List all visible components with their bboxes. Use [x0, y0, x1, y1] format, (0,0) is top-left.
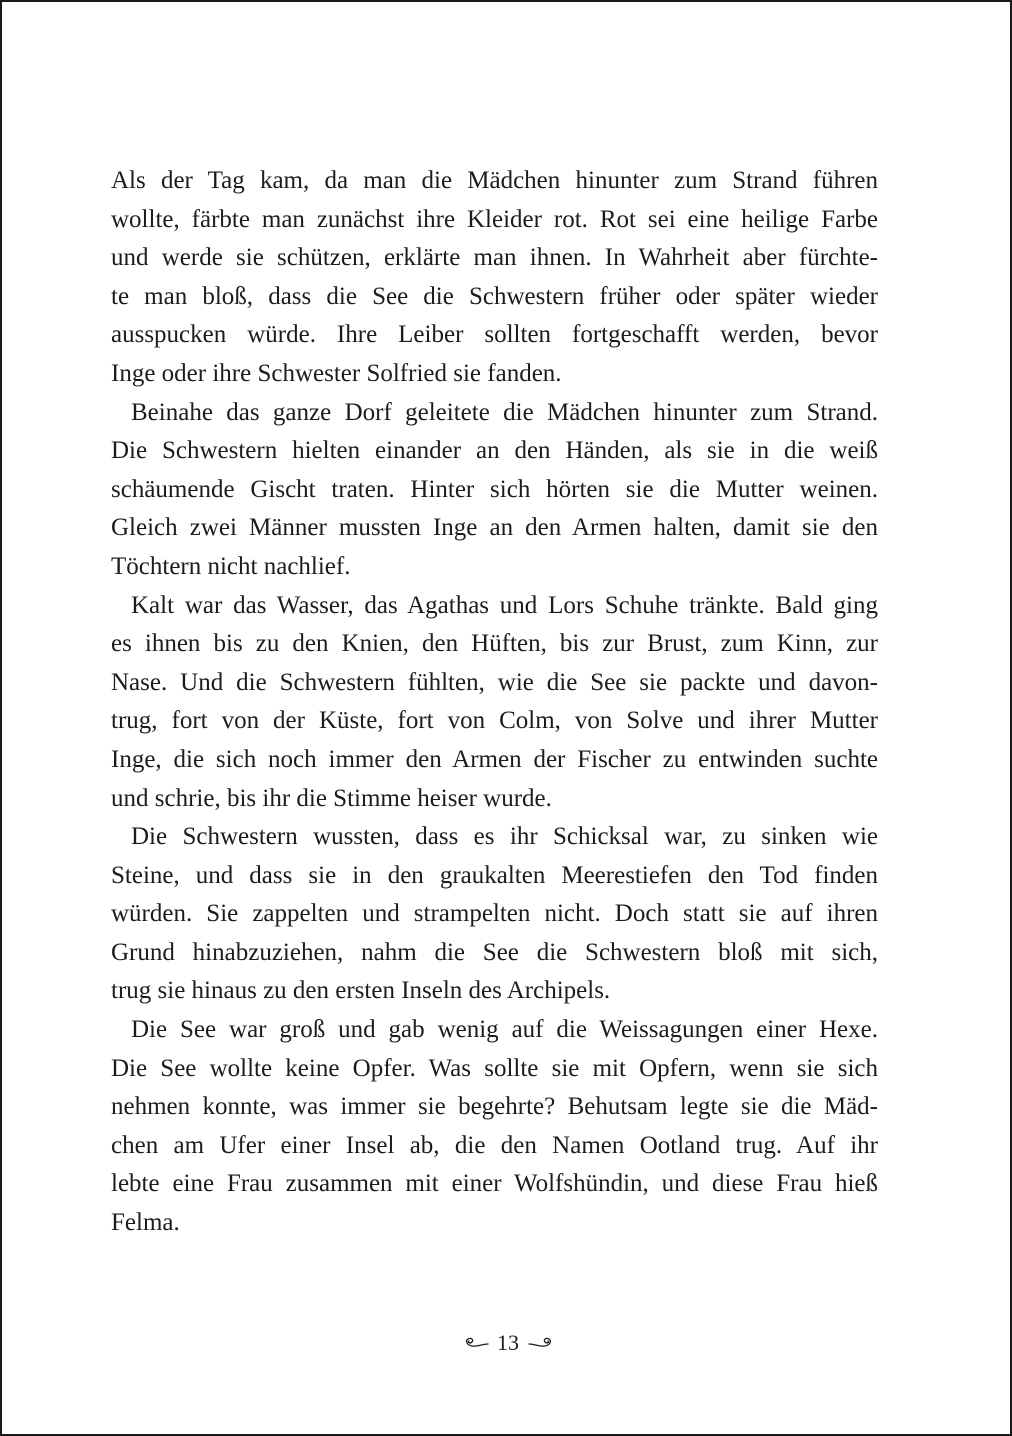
text-line: Grund hinabzuziehen, nahm die See die Schwestern bloß mit sich,	[111, 938, 878, 966]
text-line: wollte, färbte man zunächst ihre Kleider rot. Rot sei eine heilige Farbe	[111, 205, 878, 233]
text-line: Die See wollte keine Opfer. Was sollte sie mit Opfern, wenn sie sich	[111, 1054, 878, 1082]
paragraph-2	[111, 394, 878, 587]
paragraph-5	[111, 1011, 878, 1243]
text-line: es ihnen bis zu den Knien, den Hüften, bis zur Brust, zum Kinn, zur	[111, 630, 878, 658]
text-line: trug sie hinaus zu den ersten Inseln des Archipels.	[111, 977, 611, 1005]
text-line: Kalt war das Wasser, das Agathas und Lors Schuhe tränkte. Bald ging	[131, 591, 878, 619]
text-line: nehmen konnte, was immer sie begehrte? Behutsam legte sie die Mäd-	[111, 1093, 878, 1121]
text-line: chen am Ufer einer Insel ab, die den Namen Ootland trug. Auf ihr	[111, 1131, 878, 1159]
text-line: Als der Tag kam, da man die Mädchen hinunter zum Strand führen	[111, 167, 878, 194]
text-line: Inge, die sich noch immer den Armen der Fischer zu entwinden suchte	[111, 745, 878, 773]
text-line: trug, fort von der Küste, fort von Colm, von Solve und ihrer Mutter	[111, 707, 878, 735]
text-line: Beinahe das ganze Dorf geleitete die Mädchen hinunter zum Strand.	[131, 398, 878, 426]
text-line: Steine, und dass sie in den graukalten Meerestiefen den Tod finden	[111, 861, 878, 889]
text-line: Inge oder ihre Schwester Solfried sie fanden.	[111, 359, 562, 387]
text-line: Die Schwestern hielten einander an den Händen, als sie in die weiß	[111, 437, 878, 465]
text-line: Die Schwestern wussten, dass es ihr Schicksal war, zu sinken wie	[131, 823, 878, 851]
swirl-ornament-right-icon	[527, 1336, 557, 1350]
paragraph-3	[111, 587, 878, 819]
text-line: ausspucken würde. Ihre Leiber sollten fortgeschafft werden, bevor	[111, 321, 878, 349]
text-line: würden. Sie zappelten und strampelten nicht. Doch statt sie auf ihren	[111, 900, 878, 928]
text-line: Töchtern nicht nachlief.	[111, 552, 351, 580]
body-text	[111, 162, 878, 1243]
swirl-ornament-left-icon	[460, 1336, 490, 1350]
text-line: Gleich zwei Männer mussten Inge an den Armen halten, damit sie den	[111, 514, 878, 542]
text-line: Felma.	[111, 1209, 180, 1237]
text-line: und werde sie schützen, erklärte man ihnen. In Wahrheit aber fürchte-	[111, 244, 878, 272]
text-line: Die See war groß und gab wenig auf die Weissagungen einer Hexe.	[131, 1016, 878, 1044]
text-line: und schrie, bis ihr die Stimme heiser wurde.	[111, 784, 552, 812]
page-number: 13	[497, 1329, 519, 1355]
paragraph-1	[111, 162, 878, 394]
page-folio	[2, 1326, 1012, 1358]
text-line: lebte eine Frau zusammen mit einer Wolfshündin, und diese Frau hieß	[111, 1170, 878, 1198]
text-line: schäumende Gischt traten. Hinter sich hörten sie die Mutter weinen.	[111, 475, 878, 503]
text-line: Nase. Und die Schwestern fühlten, wie die See sie packte und davon-	[111, 668, 878, 696]
paragraph-4	[111, 818, 878, 1011]
text-line: te man bloß, dass die See die Schwestern früher oder später wieder	[111, 282, 878, 310]
